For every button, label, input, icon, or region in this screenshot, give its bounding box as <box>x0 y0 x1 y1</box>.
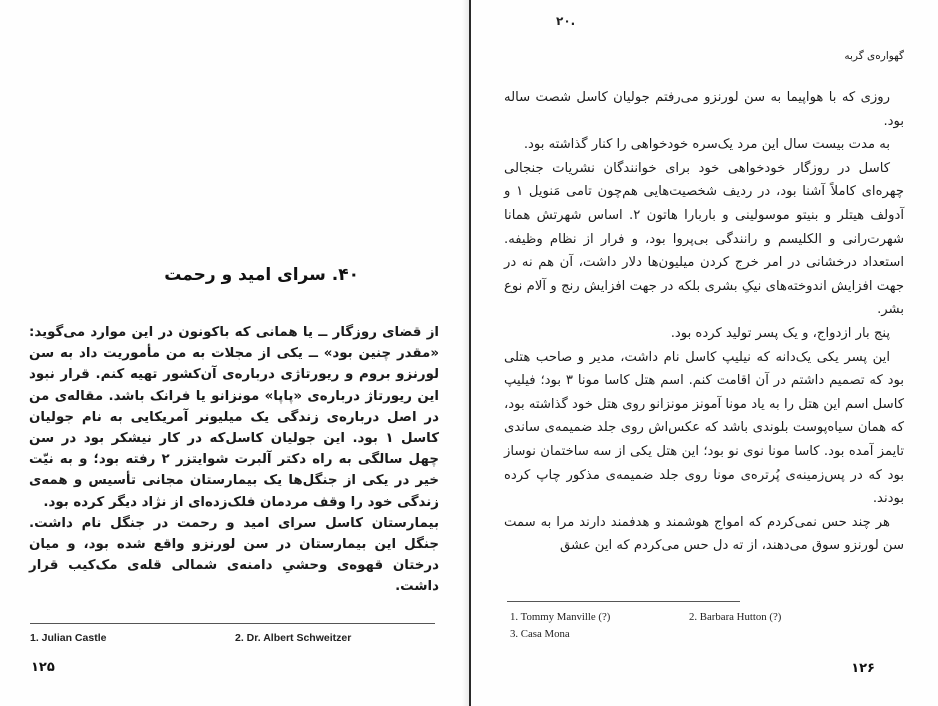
left-paragraph: از قضای روزگار ــ یا همانی که باکونون در این موارد می‌گوید: «مقدر چنین بود» ــ یکی از مجلات به من مأموریت داد به سن لورنزو بروم و ریورتاژی درباره‌ی آن‌کشور تهیه کنم. قرار نبود این ریورتاژ درباره‌ی «پاپا» مونزانو یا فرانک باشد. مقاله‌ی من در اصل درباره‌ی زندگی یک میلیونر آمریکایی به نام جولیان کاسل ۱ بود. این جولیان کاسل‌که در کار نیشکر بود در سن چهل سالگی به راه دکتر آلبرت شوایتزر ۲ رفته بود؛ و به نیّت خیر در یکی از جنگل‌ها یک بیمارستان مجانی تأسیس و همه‌ی زندگی خود را وقف مردمان فلک‌زده‌ای از نژاد دیگر کرده بود. <box>29 325 439 510</box>
right-page <box>471 0 938 706</box>
footnote: 1. Tommy Manville (?) <box>510 611 611 623</box>
footnote: 2. Barbara Hutton (?) <box>689 611 782 623</box>
right-paragraph: هر چند حس نمی‌کردم که امواج هوشمند و هدفمند دارند مرا به سمت سن لورنزو سوق می‌دهند، از ته دل حس می‌کردم که این عشق <box>504 514 904 554</box>
right-paragraph: این پسر یکی یک‌دانه که نیلیپ کاسل نام داشت، مدیر و صاحب هتلی بود که تصمیم داشتم در آن اقامت کنم. اسم هتل کاسا مونا ۳ بود؛ فیلیپ کاسل اسم این هتل را به یاد مونا آمونز مونزانو روی هتل خود گذاشته بود، که همان سیاه‌پوست بلوندی باشد که عکس‌اش روی جلد ضمیمه‌ی ساندی تایمز آمده بود. کاسا مونا نوی نو بود؛ این هتل یکی از سه ساختمان نوساز بود که در پس‌زمینه‌ی پُرتره‌ی مونا روی جلد ضمیمه‌ی مذکور چاپ کرده بودند. <box>504 349 904 507</box>
footnote: 3. Casa Mona <box>510 628 570 640</box>
gutter-shadow <box>462 0 469 706</box>
page-number: ۱۲۶ <box>851 661 875 676</box>
left-page-body <box>29 322 439 598</box>
chapter-title: ۴۰. سرای امید و رحمت <box>164 265 359 285</box>
right-paragraph: به مدت بیست سال این مرد یک‌سره خودخواهی را کنار گذاشته بود. <box>523 137 890 153</box>
right-paragraph: روزی که با هواپیما به سن لورنزو می‌رفتم جولیان کاسل شصت ساله بود. <box>504 90 904 129</box>
footnote: 1. Julian Castle <box>30 632 107 644</box>
left-footnotes <box>30 632 435 644</box>
right-paragraph: پنج بار ازدواج، و یک پسر تولید کرده بود. <box>670 325 890 341</box>
page-number: ۱۲۵ <box>31 660 55 675</box>
right-page-body <box>504 86 904 558</box>
running-header: گهواره‌ی گربه <box>844 50 904 62</box>
scan-mark: ۲۰. <box>556 14 576 28</box>
footnote-divider <box>507 601 740 602</box>
right-footnotes <box>510 609 910 643</box>
footnote-divider <box>30 623 435 624</box>
right-paragraph: کاسل در روزگار خودخواهی خود برای خوانندگان نشریات جنجالی چهره‌ای کاملاً آشنا بود، در ردیف شخصیت‌هایی هم‌چون تامی مَنویل ۱ و آدولف هیتلر و بنیتو موسولینی و باربارا هاتون ۲. اساس شهرتش همانا شهرت‌رانی و الکلیسم و رانندگی بی‌پروا بود، و فرار از نظام وظیفه. استعداد درخشانی در امر خرج کردن میلیون‌ها دلار داشت، آن هم نه در جهت افزایش اندوخته‌های نیکِ بشری بلکه در جهت افزایش رنج و آلام نوع بشر. <box>504 160 904 318</box>
left-paragraph: بیمارستان کاسل سرای امید و رحمت در جنگل نام داشت. جنگل این بیمارستان در سن لورنزو واقع شده بود، و میان درختان قهوه‌ی وحشیِ دامنه‌ی شمالی قله‌ی مک‌کیب قرار داشت. <box>29 515 439 595</box>
footnote: 2. Dr. Albert Schweitzer <box>235 632 352 644</box>
